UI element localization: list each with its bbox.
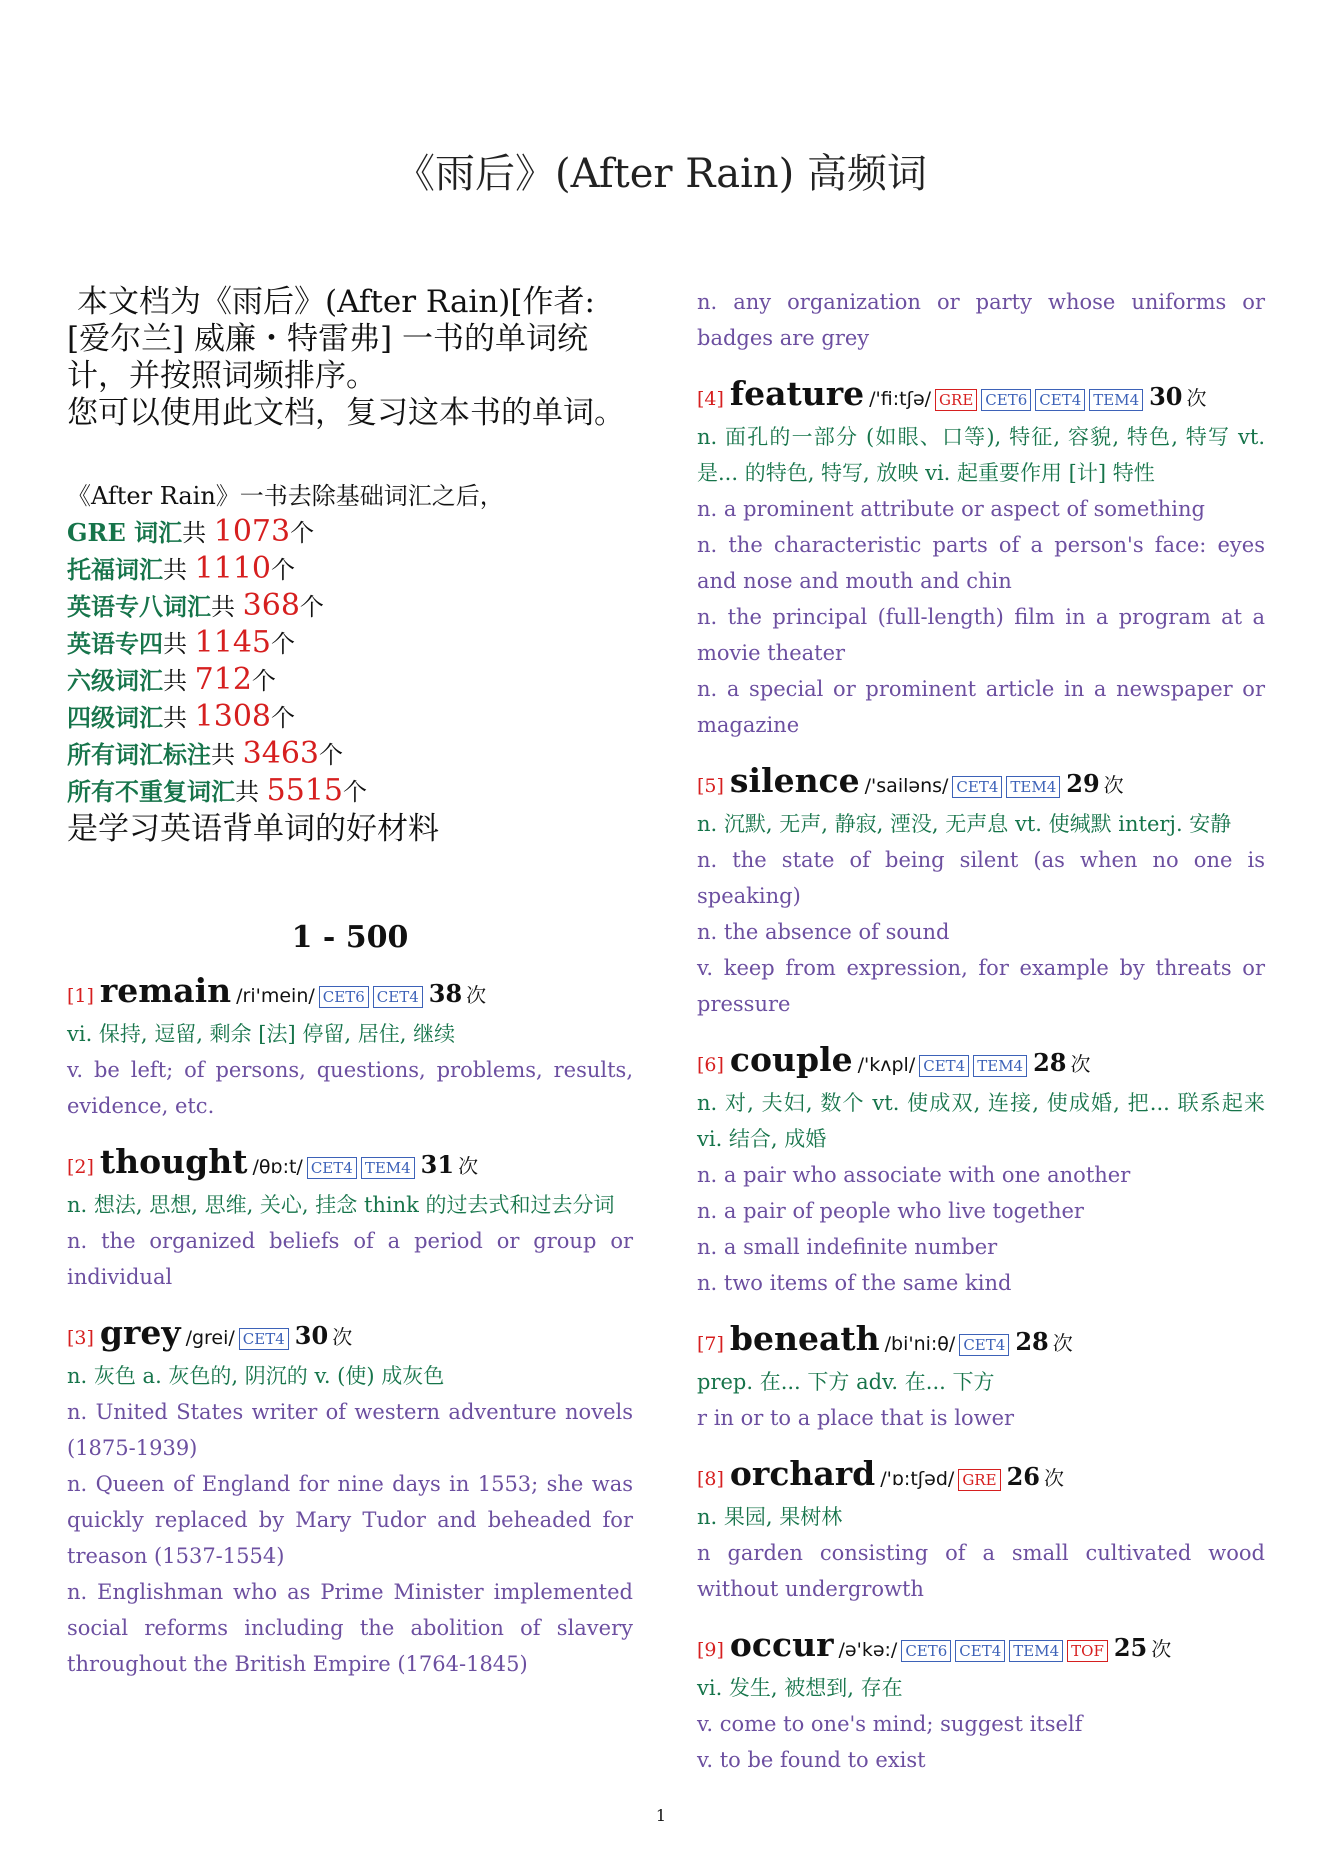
phonetic: /ri'mein/ [236,985,315,1007]
headword: occur [729,1625,834,1664]
word-entry [697,1625,1265,1778]
phonetic: /'kʌpl/ [857,1054,916,1076]
stat-count: 1308 [194,699,271,734]
chinese-definition: n. 想法, 思想, 思维, 关心, 挂念 think 的过去式和过去分词 [67,1193,615,1217]
english-definition: n. a special or prominent article in a newspaper or magazine [697,677,1265,737]
entry-index: [4] [697,388,724,410]
word-entry [697,1319,1265,1436]
entry-header [67,1142,633,1187]
headword: remain [99,971,232,1010]
english-definition: n. a small indefinite number [697,1235,998,1259]
exam-tag: CET4 [955,1640,1005,1662]
headword: feature [729,374,865,413]
entry-header [697,761,1265,806]
stat-line [67,773,633,810]
word-entry [67,971,633,1124]
word-entry [697,1040,1265,1301]
frequency-count: 30 [294,1321,329,1350]
phonetic: /grei/ [185,1327,235,1349]
stat-count: 3463 [242,736,319,771]
stat-connector: 共 [182,519,214,547]
stat-label: 四级词汇 [67,703,163,732]
entry-header [67,971,633,1016]
english-definition: n. Englishman who as Prime Minister implemented social reforms including the abolition of slavery throughout the British Empire (1764-1845) [67,1580,633,1676]
word-entry [67,1313,633,1682]
chinese-definition: prep. 在... 下方 adv. 在... 下方 [697,1370,995,1394]
stat-unit: 个 [290,519,315,547]
stat-label: 六级词汇 [67,666,163,695]
english-definition: n. the characteristic parts of a person's face: eyes and nose and mouth and chin [697,533,1265,593]
stat-line [67,625,633,662]
exam-tag: TEM4 [1009,1640,1063,1662]
entry-index: [8] [697,1468,724,1490]
stat-unit: 个 [271,630,295,658]
word-entry [697,374,1265,743]
entry-index: [7] [697,1333,724,1355]
phonetic: /bi'ni:θ/ [884,1333,956,1355]
phonetic: /'fi:tʃə/ [869,388,932,410]
stat-label: 所有词汇标注 [67,740,211,769]
entry-index: [3] [67,1327,94,1349]
english-definition: r in or to a place that is lower [697,1406,1015,1430]
entry-header [697,1454,1265,1499]
headword: couple [729,1040,853,1079]
section-heading: 1 - 500 [291,920,409,955]
exam-tag: TEM4 [361,1157,415,1179]
headword: beneath [729,1319,880,1358]
frequency-unit: 次 [1043,1466,1064,1490]
english-definition: n. United States writer of western adventure novels (1875-1939) [67,1400,633,1460]
chinese-definition: vi. 发生, 被想到, 存在 [697,1676,903,1700]
english-definition: v. to be found to exist [697,1748,926,1772]
page-number: 1 [655,1806,667,1825]
frequency-count: 30 [1149,382,1183,411]
exam-tag: CET4 [307,1157,357,1179]
frequency-unit: 次 [466,983,487,1007]
stat-count: 1145 [194,625,271,660]
exam-tag: CET6 [901,1640,951,1662]
entry-index: [6] [697,1054,724,1076]
english-definition: n. the absence of sound [697,920,950,944]
stat-unit: 个 [271,556,295,584]
exam-tag: TEM4 [973,1055,1027,1077]
frequency-count: 31 [420,1150,455,1179]
english-definition: n. a pair who associate with one another [697,1163,1131,1187]
stat-line [67,551,633,588]
entry-index: [9] [697,1639,724,1661]
english-definition: n. the principal (full-length) film in a program at a movie theater [697,605,1265,665]
continued-entry [697,284,1265,356]
stat-connector: 共 [163,556,195,584]
stat-label: 英语专四 [67,629,163,658]
stat-unit: 个 [343,778,367,806]
right-entry-list [697,374,1265,1778]
english-definition: v. come to one's mind; suggest itself [697,1712,1083,1736]
stat-count: 712 [194,662,252,697]
frequency-count: 28 [1015,1327,1049,1356]
stat-count: 1073 [213,514,291,549]
word-entry [697,1454,1265,1607]
stat-count: 5515 [266,773,343,808]
frequency-unit: 次 [1103,773,1124,797]
phonetic: /'sailəns/ [864,775,949,797]
word-entry [697,761,1265,1022]
stat-count: 368 [242,588,300,623]
word-entry [67,1142,633,1295]
phonetic: /'ɒ:tʃəd/ [880,1468,955,1490]
stat-line [67,514,633,551]
page-title: 《雨后》(After Rain) 高频词 [395,151,927,197]
stat-label: 托福词汇 [67,555,163,584]
chinese-definition: n. 果园, 果树林 [697,1505,843,1529]
intro-paragraph-review: 您可以使用此文档，复习这本书的单词。 [67,395,625,431]
frequency-unit: 次 [1151,1637,1172,1661]
frequency-count: 29 [1066,769,1100,798]
left-column [67,284,633,1700]
frequency-unit: 次 [458,1154,479,1178]
english-definition: n garden consisting of a small cultivated wood without undergrowth [697,1541,1265,1601]
chinese-definition: n. 沉默, 无声, 静寂, 湮没, 无声息 vt. 使缄默 interj. 安静 [697,812,1232,836]
stat-label: 英语专八词汇 [67,592,211,621]
exam-tag: CET6 [319,986,369,1008]
phonetic: /θɒ:t/ [252,1156,303,1178]
headword: thought [99,1142,248,1181]
chinese-definition: vi. 保持, 逗留, 剩余 [法] 停留, 居住, 继续 [67,1022,456,1046]
english-definition: v. be left; of persons, questions, problems, results, evidence, etc. [67,1058,633,1118]
stat-connector: 共 [163,630,195,658]
frequency-count: 26 [1006,1462,1040,1491]
intro-paragraph: 本文档为《雨后》(After Rain)[作者: [爱尔兰] 威廉・特雷弗] 一书的单词统计，并按照词频排序。 [67,284,595,394]
stat-connector: 共 [211,593,243,621]
stat-line [67,699,633,736]
headword: orchard [729,1454,876,1493]
exam-tag: GRE [935,389,977,411]
stat-line [67,662,633,699]
english-definition: n. any organization or party whose uniforms or badges are grey [697,290,1265,350]
left-entry-list [67,971,633,1682]
stat-line [67,588,633,625]
exam-tag: TEM4 [1006,776,1060,798]
stat-connector: 共 [163,704,195,732]
exam-tag: CET6 [981,389,1031,411]
stat-unit: 个 [299,593,324,621]
frequency-count: 38 [428,979,463,1008]
stat-connector: 共 [163,667,195,695]
exam-tag: TOF [1067,1640,1108,1662]
frequency-count: 25 [1113,1633,1148,1662]
stat-unit: 个 [319,741,343,769]
chinese-definition: n. 对, 夫妇, 数个 vt. 使成双, 连接, 使成婚, 把... 联系起来 vi. 结合, 成婚 [697,1091,1265,1151]
stat-label: GRE 词汇 [67,518,183,547]
entry-header [697,1625,1265,1670]
entry-header [67,1313,633,1358]
english-definition: n. Queen of England for nine days in 1553; she was quickly replaced by Mary Tudor and beheaded for treason (1537-1554) [67,1472,633,1568]
exam-tag: GRE [958,1469,1000,1491]
exam-tag: CET4 [1035,389,1085,411]
stats-tail: 是学习英语背单词的好材料 [67,811,439,847]
entry-header [697,1319,1265,1364]
exam-tag: CET4 [952,776,1002,798]
exam-tag: CET4 [373,986,423,1008]
vocabulary-stats [67,478,633,848]
stat-unit: 个 [271,704,295,732]
entry-header [697,1040,1265,1085]
exam-tag: CET4 [919,1055,969,1077]
exam-tag: CET4 [959,1334,1009,1356]
headword: silence [729,761,860,800]
english-definition: n. a prominent attribute or aspect of something [697,497,1205,521]
english-definition: n. a pair of people who live together [697,1199,1084,1223]
frequency-unit: 次 [332,1325,353,1349]
frequency-count: 28 [1033,1048,1067,1077]
english-definition: n. the state of being silent (as when no one is speaking) [697,848,1265,908]
exam-tag: CET4 [239,1328,289,1350]
stats-lead: 《After Rain》一书去除基础词汇之后， [67,482,504,510]
stat-line [67,736,633,773]
english-definition: n. the organized beliefs of a period or group or individual [67,1229,633,1289]
entry-index: [1] [67,985,94,1007]
headword: grey [99,1313,181,1352]
stat-connector: 共 [211,741,243,769]
entry-index: [2] [67,1156,94,1178]
entry-header [697,374,1265,419]
chinese-definition: n. 灰色 a. 灰色的, 阴沉的 v. (使) 成灰色 [67,1364,445,1388]
right-column [697,284,1265,1796]
frequency-unit: 次 [1052,1331,1073,1355]
stat-count: 1110 [194,551,271,586]
chinese-definition: n. 面孔的一部分 (如眼、口等), 特征, 容貌, 特色, 特写 vt. 是... 的特色, 特写, 放映 vi. 起重要作用 [计] 特性 [697,425,1265,485]
english-definition: v. keep from expression, for example by threats or pressure [697,956,1265,1016]
frequency-unit: 次 [1186,386,1207,410]
stat-label: 所有不重复词汇 [67,777,235,806]
english-definition: n. two items of the same kind [697,1271,1012,1295]
stat-connector: 共 [235,778,267,806]
entry-index: [5] [697,775,724,797]
phonetic: /ə'kə:/ [838,1639,898,1661]
exam-tag: TEM4 [1089,389,1143,411]
stats-list [67,514,633,810]
stat-unit: 个 [251,667,276,695]
frequency-unit: 次 [1070,1052,1091,1076]
